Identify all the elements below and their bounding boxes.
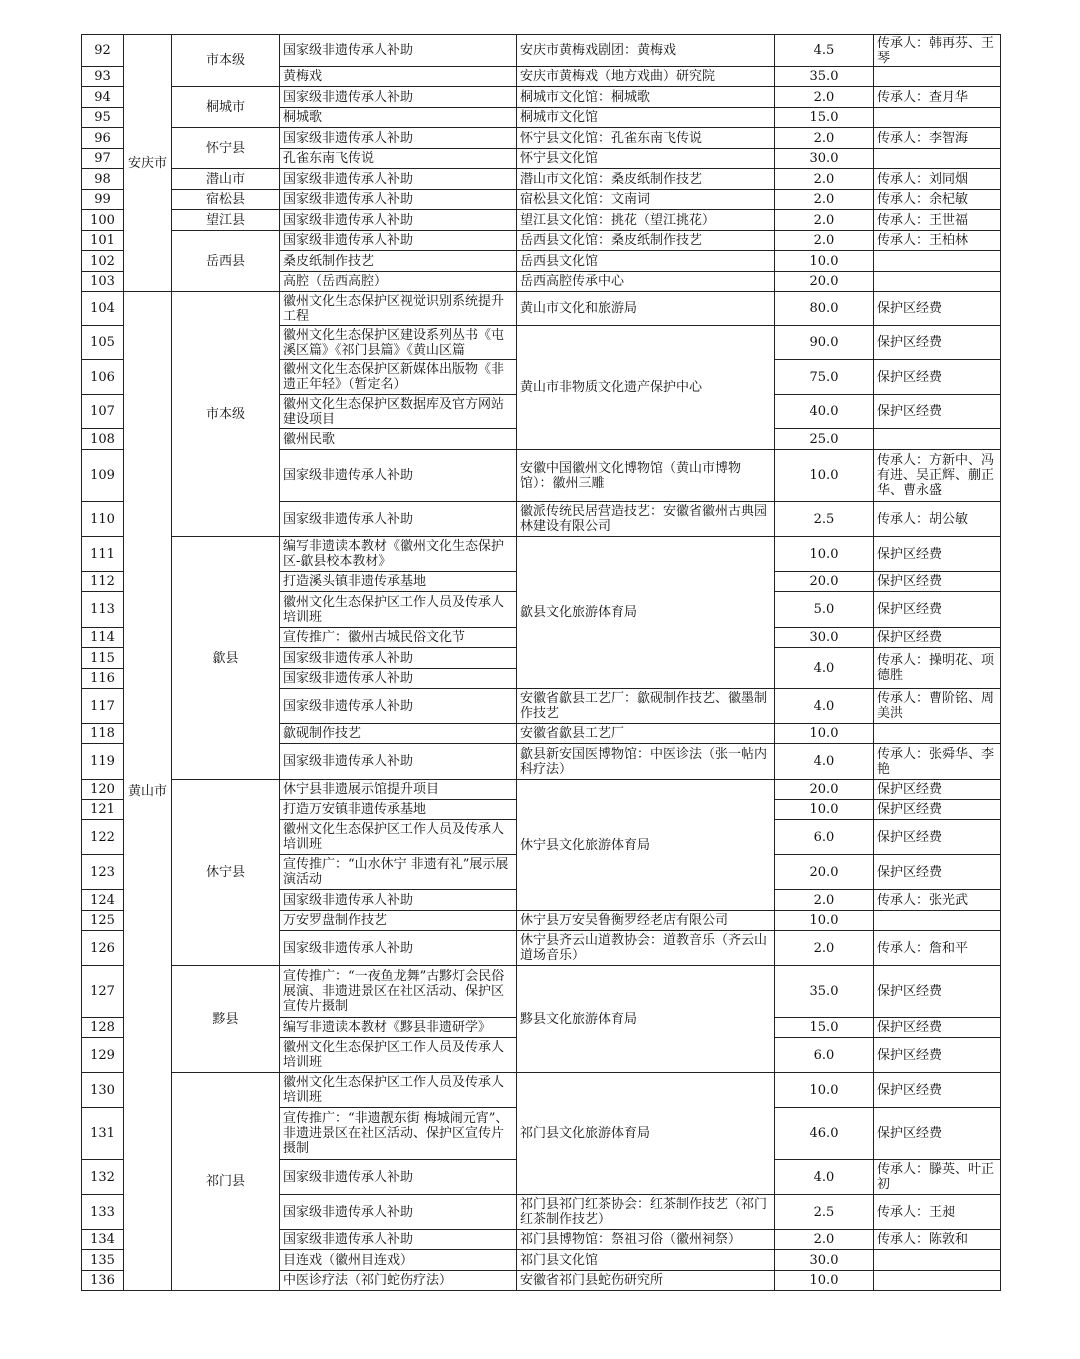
county-cell: 黟县 (172, 966, 280, 1073)
unit-cell: 安徽省祁门县蛇伤研究所 (517, 1271, 775, 1291)
project-cell: 徽州文化生态保护区工作人员及传承人培训班 (280, 592, 517, 628)
row-index-cell: 99 (82, 190, 124, 210)
amount-cell: 10.0 (775, 800, 874, 820)
remark-cell: 保护区经费 (874, 855, 1001, 890)
project-cell: 徽州文化生态保护区建设系列丛书《屯溪区篇》《祁门县篇》《黄山区篇 (280, 326, 517, 360)
remark-cell: 传承人：查月华 (874, 87, 1001, 108)
project-cell: 休宁县非遗展示馆提升项目 (280, 780, 517, 800)
row-index-cell: 104 (82, 292, 124, 326)
remark-cell: 传承人：操明花、项德胜 (874, 648, 1001, 689)
project-cell: 国家级非遗传承人补助 (280, 210, 517, 231)
amount-cell: 15.0 (775, 108, 874, 128)
project-cell: 宣传推广：“非遗靓东街 梅城闹元宵”、非遗进景区在社区活动、保护区宣传片摄制 (280, 1108, 517, 1160)
amount-cell: 20.0 (775, 572, 874, 592)
project-cell: 黄梅戏 (280, 67, 517, 87)
project-cell: 国家级非遗传承人补助 (280, 744, 517, 780)
amount-cell: 10.0 (775, 450, 874, 502)
county-cell: 休宁县 (172, 780, 280, 966)
row-index-cell: 106 (82, 360, 124, 395)
remark-cell (874, 251, 1001, 272)
table-row (82, 231, 1001, 251)
row-index-cell: 135 (82, 1250, 124, 1271)
table-row (82, 292, 1001, 326)
amount-cell: 80.0 (775, 292, 874, 326)
project-cell: 编写非遗读本教材《黟县非遗研学》 (280, 1018, 517, 1038)
unit-cell: 桐城市文化馆：桐城歌 (517, 87, 775, 108)
remark-cell: 保护区经费 (874, 820, 1001, 855)
remark-cell: 保护区经费 (874, 966, 1001, 1018)
unit-cell: 休宁县齐云山道教协会：道教音乐（齐云山道场音乐） (517, 931, 775, 966)
row-index-cell: 129 (82, 1038, 124, 1073)
project-cell: 国家级非遗传承人补助 (280, 87, 517, 108)
row-index-cell: 127 (82, 966, 124, 1018)
row-index-cell: 133 (82, 1195, 124, 1230)
remark-cell: 保护区经费 (874, 628, 1001, 648)
remark-cell: 传承人：张光武 (874, 890, 1001, 911)
row-index-cell: 116 (82, 669, 124, 689)
remark-cell: 传承人：李智海 (874, 128, 1001, 149)
remark-cell: 传承人：王世福 (874, 210, 1001, 231)
remark-cell (874, 1271, 1001, 1291)
project-cell: 宣传推广：徽州古城民俗文化节 (280, 628, 517, 648)
amount-cell: 2.5 (775, 502, 874, 537)
project-cell: 国家级非遗传承人补助 (280, 931, 517, 966)
unit-cell: 祁门县博物馆：祭祖习俗（徽州祠祭） (517, 1230, 775, 1250)
project-cell: 打造溪头镇非遗传承基地 (280, 572, 517, 592)
project-cell: 国家级非遗传承人补助 (280, 450, 517, 502)
row-index-cell: 115 (82, 648, 124, 669)
project-cell: 国家级非遗传承人补助 (280, 190, 517, 210)
amount-cell: 10.0 (775, 724, 874, 744)
project-cell: 国家级非遗传承人补助 (280, 35, 517, 67)
amount-cell: 46.0 (775, 1108, 874, 1160)
amount-cell: 2.0 (775, 128, 874, 149)
remark-cell: 保护区经费 (874, 326, 1001, 360)
amount-cell: 6.0 (775, 820, 874, 855)
remark-cell: 保护区经费 (874, 292, 1001, 326)
row-index-cell: 131 (82, 1108, 124, 1160)
remark-cell (874, 272, 1001, 292)
project-cell: 徽州文化生态保护区工作人员及传承人培训班 (280, 820, 517, 855)
project-cell: 徽州文化生态保护区视觉识别系统提升工程 (280, 292, 517, 326)
project-cell: 孔雀东南飞传说 (280, 149, 517, 169)
remark-cell: 保护区经费 (874, 395, 1001, 429)
amount-cell: 10.0 (775, 537, 874, 572)
row-index-cell: 117 (82, 689, 124, 724)
table-row (82, 966, 1001, 1018)
remark-cell: 保护区经费 (874, 1018, 1001, 1038)
unit-cell: 祁门县祁门红茶协会：红茶制作技艺（祁门红茶制作技艺） (517, 1195, 775, 1230)
table-body (82, 35, 1001, 1291)
project-cell: 国家级非遗传承人补助 (280, 890, 517, 911)
unit-cell: 徽派传统民居营造技艺：安徽省徽州古典园林建设有限公司 (517, 502, 775, 537)
remark-cell: 传承人：方新中、冯有进、吴正辉、蒯正华、曹永盛 (874, 450, 1001, 502)
row-index-cell: 119 (82, 744, 124, 780)
county-cell: 望江县 (172, 210, 280, 231)
remark-cell: 传承人：胡公敏 (874, 502, 1001, 537)
unit-cell: 祁门县文化旅游体育局 (517, 1073, 775, 1195)
county-cell: 祁门县 (172, 1073, 280, 1291)
row-index-cell: 93 (82, 67, 124, 87)
project-cell: 徽州文化生态保护区新媒体出版物《非遗正年轻》（暂定名） (280, 360, 517, 395)
row-index-cell: 113 (82, 592, 124, 628)
unit-cell: 休宁县万安吴鲁衡罗经老店有限公司 (517, 911, 775, 931)
remark-cell: 保护区经费 (874, 572, 1001, 592)
amount-cell: 35.0 (775, 67, 874, 87)
remark-cell (874, 724, 1001, 744)
remark-cell: 传承人：余杞敏 (874, 190, 1001, 210)
table-row (82, 210, 1001, 231)
row-index-cell: 107 (82, 395, 124, 429)
amount-cell: 30.0 (775, 149, 874, 169)
table-row (82, 128, 1001, 149)
row-index-cell: 95 (82, 108, 124, 128)
amount-cell: 10.0 (775, 251, 874, 272)
project-cell: 徽州文化生态保护区数据库及官方网站建设项目 (280, 395, 517, 429)
remark-cell: 传承人：詹和平 (874, 931, 1001, 966)
unit-cell: 歙县文化旅游体育局 (517, 537, 775, 689)
amount-cell: 25.0 (775, 429, 874, 450)
amount-cell: 5.0 (775, 592, 874, 628)
county-cell: 怀宁县 (172, 128, 280, 169)
project-cell: 国家级非遗传承人补助 (280, 169, 517, 190)
row-index-cell: 136 (82, 1271, 124, 1291)
unit-cell: 怀宁县文化馆 (517, 149, 775, 169)
project-cell: 打造万安镇非遗传承基地 (280, 800, 517, 820)
amount-cell: 10.0 (775, 1271, 874, 1291)
project-cell: 国家级非遗传承人补助 (280, 1160, 517, 1195)
county-cell: 岳西县 (172, 231, 280, 292)
remark-cell: 保护区经费 (874, 592, 1001, 628)
amount-cell: 4.0 (775, 648, 874, 689)
row-index-cell: 101 (82, 231, 124, 251)
amount-cell: 90.0 (775, 326, 874, 360)
table-row (82, 87, 1001, 108)
amount-cell: 2.0 (775, 890, 874, 911)
remark-cell (874, 67, 1001, 87)
project-cell: 徽州文化生态保护区工作人员及传承人培训班 (280, 1038, 517, 1073)
row-index-cell: 130 (82, 1073, 124, 1108)
row-index-cell: 110 (82, 502, 124, 537)
unit-cell: 岳西高腔传承中心 (517, 272, 775, 292)
county-cell: 歙县 (172, 537, 280, 780)
amount-cell: 10.0 (775, 911, 874, 931)
amount-cell: 2.0 (775, 210, 874, 231)
project-cell: 高腔（岳西高腔） (280, 272, 517, 292)
remark-cell: 保护区经费 (874, 1108, 1001, 1160)
amount-cell: 20.0 (775, 855, 874, 890)
city-cell: 安庆市 (124, 35, 172, 292)
unit-cell: 安庆市黄梅戏剧团：黄梅戏 (517, 35, 775, 67)
unit-cell: 桐城市文化馆 (517, 108, 775, 128)
remark-cell: 传承人：张舜华、李艳 (874, 744, 1001, 780)
amount-cell: 30.0 (775, 1250, 874, 1271)
remark-cell: 传承人：韩再芬、王琴 (874, 35, 1001, 67)
unit-cell: 黄山市非物质文化遗产保护中心 (517, 326, 775, 450)
project-cell: 歙砚制作技艺 (280, 724, 517, 744)
unit-cell: 歙县新安国医博物馆：中医诊法（张一帖内科疗法） (517, 744, 775, 780)
remark-cell: 传承人：王柏林 (874, 231, 1001, 251)
remark-cell: 保护区经费 (874, 1038, 1001, 1073)
amount-cell: 4.0 (775, 744, 874, 780)
remark-cell: 传承人：曹阶铭、周美洪 (874, 689, 1001, 724)
unit-cell: 岳西县文化馆：桑皮纸制作技艺 (517, 231, 775, 251)
unit-cell: 望江县文化馆：挑花（望江挑花） (517, 210, 775, 231)
row-index-cell: 124 (82, 890, 124, 911)
remark-cell: 传承人：刘同烟 (874, 169, 1001, 190)
project-cell: 宣传推广：“山水休宁 非遗有礼”展示展演活动 (280, 855, 517, 890)
amount-cell: 15.0 (775, 1018, 874, 1038)
amount-cell: 2.0 (775, 231, 874, 251)
project-cell: 目连戏（徽州目连戏） (280, 1250, 517, 1271)
row-index-cell: 125 (82, 911, 124, 931)
unit-cell: 潜山市文化馆：桑皮纸制作技艺 (517, 169, 775, 190)
city-cell: 黄山市 (124, 292, 172, 1291)
project-cell: 宣传推广：“一夜鱼龙舞”古黟灯会民俗展演、非遗进景区在社区活动、保护区宣传片摄制 (280, 966, 517, 1018)
project-cell: 桐城歌 (280, 108, 517, 128)
project-cell: 国家级非遗传承人补助 (280, 128, 517, 149)
row-index-cell: 109 (82, 450, 124, 502)
table-row (82, 190, 1001, 210)
remark-cell (874, 108, 1001, 128)
row-index-cell: 92 (82, 35, 124, 67)
row-index-cell: 132 (82, 1160, 124, 1195)
unit-cell: 安徽中国徽州文化博物馆（黄山市博物馆）：徽州三雕 (517, 450, 775, 502)
remark-cell: 传承人：滕英、叶正初 (874, 1160, 1001, 1195)
project-cell: 国家级非遗传承人补助 (280, 1230, 517, 1250)
amount-cell: 2.0 (775, 931, 874, 966)
amount-cell: 2.0 (775, 87, 874, 108)
amount-cell: 30.0 (775, 628, 874, 648)
amount-cell: 6.0 (775, 1038, 874, 1073)
amount-cell: 2.5 (775, 1195, 874, 1230)
row-index-cell: 105 (82, 326, 124, 360)
remark-cell (874, 1250, 1001, 1271)
remark-cell (874, 429, 1001, 450)
funding-table (81, 34, 1001, 1291)
amount-cell: 2.0 (775, 190, 874, 210)
row-index-cell: 123 (82, 855, 124, 890)
unit-cell: 黟县文化旅游体育局 (517, 966, 775, 1073)
table-row (82, 537, 1001, 572)
row-index-cell: 118 (82, 724, 124, 744)
project-cell: 万安罗盘制作技艺 (280, 911, 517, 931)
row-index-cell: 100 (82, 210, 124, 231)
project-cell: 国家级非遗传承人补助 (280, 648, 517, 669)
project-cell: 编写非遗读本教材《徽州文化生态保护区-歙县校本教材》 (280, 537, 517, 572)
remark-cell: 保护区经费 (874, 360, 1001, 395)
row-index-cell: 126 (82, 931, 124, 966)
row-index-cell: 102 (82, 251, 124, 272)
amount-cell: 20.0 (775, 780, 874, 800)
table-row (82, 780, 1001, 800)
project-cell: 桑皮纸制作技艺 (280, 251, 517, 272)
project-cell: 徽州民歌 (280, 429, 517, 450)
unit-cell: 安庆市黄梅戏（地方戏曲）研究院 (517, 67, 775, 87)
county-cell: 市本级 (172, 35, 280, 87)
project-cell: 徽州文化生态保护区工作人员及传承人培训班 (280, 1073, 517, 1108)
remark-cell: 传承人：王昶 (874, 1195, 1001, 1230)
unit-cell: 安徽省歙县工艺厂 (517, 724, 775, 744)
remark-cell: 传承人：陈敦和 (874, 1230, 1001, 1250)
remark-cell (874, 149, 1001, 169)
amount-cell: 40.0 (775, 395, 874, 429)
row-index-cell: 112 (82, 572, 124, 592)
table-row (82, 1073, 1001, 1108)
row-index-cell: 97 (82, 149, 124, 169)
row-index-cell: 120 (82, 780, 124, 800)
row-index-cell: 108 (82, 429, 124, 450)
unit-cell: 休宁县文化旅游体育局 (517, 780, 775, 911)
project-cell: 中医诊疗法（祁门蛇伤疗法） (280, 1271, 517, 1291)
remark-cell (874, 911, 1001, 931)
remark-cell: 保护区经费 (874, 800, 1001, 820)
county-cell: 市本级 (172, 292, 280, 537)
project-cell: 国家级非遗传承人补助 (280, 231, 517, 251)
unit-cell: 岳西县文化馆 (517, 251, 775, 272)
amount-cell: 4.5 (775, 35, 874, 67)
unit-cell: 黄山市文化和旅游局 (517, 292, 775, 326)
amount-cell: 75.0 (775, 360, 874, 395)
row-index-cell: 128 (82, 1018, 124, 1038)
remark-cell: 保护区经费 (874, 780, 1001, 800)
project-cell: 国家级非遗传承人补助 (280, 1195, 517, 1230)
project-cell: 国家级非遗传承人补助 (280, 502, 517, 537)
remark-cell: 保护区经费 (874, 1073, 1001, 1108)
unit-cell: 祁门县文化馆 (517, 1250, 775, 1271)
row-index-cell: 122 (82, 820, 124, 855)
amount-cell: 4.0 (775, 1160, 874, 1195)
row-index-cell: 98 (82, 169, 124, 190)
unit-cell: 宿松县文化馆：文南词 (517, 190, 775, 210)
remark-cell: 保护区经费 (874, 537, 1001, 572)
table-row (82, 35, 1001, 67)
row-index-cell: 114 (82, 628, 124, 648)
row-index-cell: 96 (82, 128, 124, 149)
unit-cell: 安徽省歙县工艺厂：歙砚制作技艺、徽墨制作技艺 (517, 689, 775, 724)
county-cell: 潜山市 (172, 169, 280, 190)
amount-cell: 35.0 (775, 966, 874, 1018)
amount-cell: 2.0 (775, 169, 874, 190)
row-index-cell: 134 (82, 1230, 124, 1250)
amount-cell: 4.0 (775, 689, 874, 724)
amount-cell: 10.0 (775, 1073, 874, 1108)
county-cell: 桐城市 (172, 87, 280, 128)
row-index-cell: 121 (82, 800, 124, 820)
project-cell: 国家级非遗传承人补助 (280, 689, 517, 724)
amount-cell: 20.0 (775, 272, 874, 292)
row-index-cell: 103 (82, 272, 124, 292)
county-cell: 宿松县 (172, 190, 280, 210)
row-index-cell: 111 (82, 537, 124, 572)
project-cell: 国家级非遗传承人补助 (280, 669, 517, 689)
amount-cell: 2.0 (775, 1230, 874, 1250)
unit-cell: 怀宁县文化馆：孔雀东南飞传说 (517, 128, 775, 149)
table-row (82, 169, 1001, 190)
row-index-cell: 94 (82, 87, 124, 108)
